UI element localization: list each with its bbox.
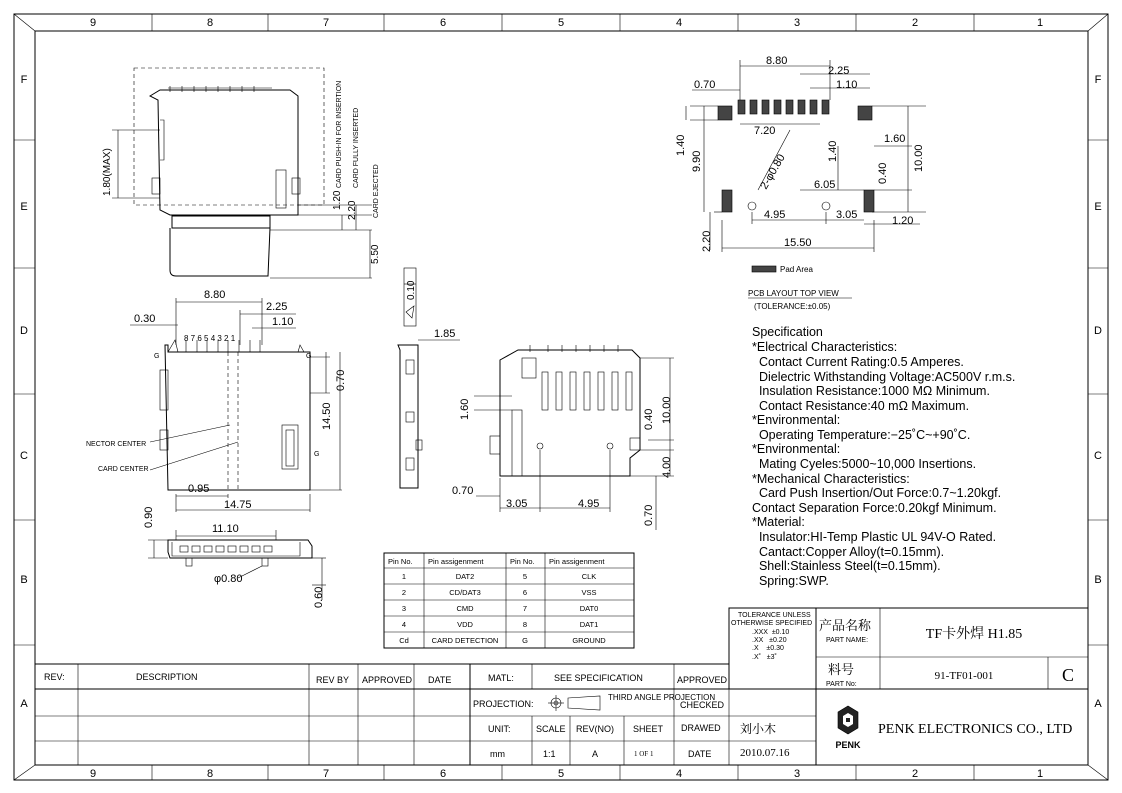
dim-label: 2.20 xyxy=(347,200,358,220)
rev-by-label: REV BY xyxy=(316,675,350,685)
bottom-view xyxy=(452,345,674,530)
spec-line: Insulation Resistance:1000 MΩ Minimum. xyxy=(752,384,990,398)
table-cell: CD/DAT3 xyxy=(449,588,481,597)
dim-label: 1.40 xyxy=(827,140,839,162)
dim-label: 1.20 xyxy=(892,215,914,227)
table-cell: DAT0 xyxy=(579,604,599,613)
col-label-top: 9 xyxy=(89,17,97,29)
col-label-top: 2 xyxy=(911,17,919,29)
part-name-value: TF卡外焊 H1.85 xyxy=(925,627,1023,642)
approved-label: APPROVED xyxy=(362,675,413,685)
table-cell: 5 xyxy=(522,572,528,581)
logo-text: PENK xyxy=(835,740,861,750)
dim-label: 6.05 xyxy=(814,179,836,191)
table-cell: 7 xyxy=(522,604,528,613)
table-cell: 6 xyxy=(522,588,528,597)
spec-line: Shell:Stainless Steel(t=0.15mm). xyxy=(752,559,941,573)
col-label-top: 3 xyxy=(793,17,801,29)
row-label-right: A xyxy=(1094,698,1102,710)
dim-label: 8.80 xyxy=(204,289,226,301)
table-cell: DAT2 xyxy=(455,572,475,581)
table-cell: 2 xyxy=(401,588,407,597)
dim-label: 0.30 xyxy=(134,313,156,325)
rev-label: REV: xyxy=(44,672,65,682)
tolerance-line: .X˚ ±3˚ xyxy=(752,654,777,661)
dim-label: 0.40 xyxy=(877,162,889,184)
dim-label: 14.75 xyxy=(224,499,252,511)
dim-label: 0.10 xyxy=(406,280,417,300)
ground-label: G xyxy=(314,451,320,458)
profile-view xyxy=(398,268,460,488)
table-cell: 8 xyxy=(522,620,528,629)
col-label-bottom: 3 xyxy=(793,768,801,780)
row-label-left: A xyxy=(20,698,28,710)
col-label-bottom: 7 xyxy=(322,768,330,780)
dim-label: 4.95 xyxy=(578,498,600,510)
spec-line: Contact Separation Force:0.20kgf Minimum. xyxy=(752,501,997,515)
table-cell: VSS xyxy=(581,588,597,597)
dim-label: 0.70 xyxy=(643,504,655,526)
top-view xyxy=(86,289,347,512)
dim-label: 2.25 xyxy=(266,301,288,313)
tolerance-line: .XXX ±0.10 xyxy=(752,629,790,636)
col-label-top: 6 xyxy=(439,17,447,29)
col-label-bottom: 4 xyxy=(675,768,683,780)
dim-label: 10.00 xyxy=(913,144,925,172)
dim-label: 2-φ0.80 xyxy=(758,152,788,192)
specification xyxy=(752,325,1015,588)
col-label-bottom: 5 xyxy=(557,768,565,780)
side-view xyxy=(102,68,381,278)
unit-label: UNIT: xyxy=(488,724,511,734)
row-label-right: F xyxy=(1094,74,1102,86)
ground-label: G xyxy=(154,353,160,360)
scale-label: SCALE xyxy=(536,724,566,734)
dim-label: 4.00 xyxy=(661,456,673,478)
tolerance-line: .XX ±0.20 xyxy=(752,637,787,644)
penk-logo-icon xyxy=(838,706,858,734)
approved-label-2: APPROVED xyxy=(677,675,728,685)
part-name-en: PART NAME: xyxy=(826,637,869,644)
dim-label: 10.00 xyxy=(661,396,673,424)
revno-value: A xyxy=(592,749,599,759)
matl-label: MATL: xyxy=(488,673,514,683)
table-cell: 1 xyxy=(401,572,407,581)
drawer-name: 刘小木 xyxy=(740,722,777,736)
dim-label: 14.50 xyxy=(321,402,333,430)
spec-line: Operating Temperature:−25˚C~+90˚C. xyxy=(752,428,971,442)
dim-label: 15.50 xyxy=(784,237,812,249)
dim-label: 0.70 xyxy=(335,369,347,391)
sheet-label: SHEET xyxy=(633,724,664,734)
pin-table xyxy=(384,553,634,648)
spec-line: Card Push Insertion/Out Force:0.7~1.20kgf. xyxy=(752,486,1002,500)
spec-line: *Environmental: xyxy=(752,442,841,456)
part-no-value: 91-TF01-001 xyxy=(934,670,994,682)
dim-label: 9.90 xyxy=(691,150,703,172)
table-cell: CARD DETECTION xyxy=(431,636,499,645)
dim-label: 0.40 xyxy=(643,408,655,430)
spec-line: *Electrical Characteristics: xyxy=(752,340,898,354)
row-label-left: F xyxy=(20,74,28,86)
pcb-pads xyxy=(718,100,874,212)
row-label-right: E xyxy=(1094,201,1102,213)
spec-line: Cantact:Copper Alloy(t=0.15mm). xyxy=(752,545,945,559)
tolerance-line: .X ±0.30 xyxy=(752,645,784,652)
table-cell: 4 xyxy=(401,620,407,629)
dim-label: 1.20 xyxy=(332,190,343,210)
row-label-right: D xyxy=(1094,325,1102,337)
col-label-bottom: 2 xyxy=(911,768,919,780)
sheet-value: 1 OF 1 xyxy=(634,750,654,758)
tolerance-line: TOLERANCE UNLESS xyxy=(738,612,811,619)
table-cell: G xyxy=(522,636,528,645)
table-cell: 3 xyxy=(401,604,407,613)
annotation: CARD FULLY INSERTED xyxy=(353,107,360,188)
table-header: Pin No. xyxy=(388,557,413,566)
projection-value: THIRD ANGLE PROJECTION xyxy=(608,693,716,702)
spec-line: Specification xyxy=(752,325,823,339)
tolerance-line: OTHERWISE SPECIFIED xyxy=(731,620,813,627)
spec-line: Contact Current Rating:0.5 Amperes. xyxy=(752,355,964,369)
part-no-cn: 料号 xyxy=(828,662,855,677)
inner-frame xyxy=(35,31,1088,765)
table-cell: VDD xyxy=(457,620,473,629)
table-cell: DAT1 xyxy=(579,620,599,629)
dim-label: 1.60 xyxy=(884,133,906,145)
dim-label: 2.20 xyxy=(701,230,713,252)
part-name-cn: 产品名称 xyxy=(819,618,872,633)
table-header: Pin assigenment xyxy=(549,557,605,566)
dim-label: 1.80(MAX) xyxy=(102,148,113,196)
checked-label: CHECKED xyxy=(680,700,725,710)
front-view xyxy=(143,507,326,608)
row-label-left: B xyxy=(20,574,28,586)
annotation: CARD EJECTED xyxy=(373,164,380,218)
col-label-top: 1 xyxy=(1036,17,1044,29)
title-block xyxy=(35,608,1088,765)
legend-label: Pad Area xyxy=(780,265,813,274)
spec-line: Contact Resistance:40 mΩ Maximum. xyxy=(752,399,970,413)
dim-label: 0.70 xyxy=(694,79,716,91)
col-label-bottom: 1 xyxy=(1036,768,1044,780)
dim-label: 0.70 xyxy=(452,485,474,497)
pcb-layout xyxy=(675,55,926,311)
spec-line: *Material: xyxy=(752,515,805,529)
table-header: Pin No. xyxy=(510,557,535,566)
dim-label: 0.95 xyxy=(188,483,210,495)
annotation: CARD PUSH-IN FOR INSERTION xyxy=(336,80,343,188)
col-label-bottom: 6 xyxy=(439,768,447,780)
spec-line: Dielectric Withstanding Voltage:AC500V r.m.s. xyxy=(752,370,1016,384)
table-cell: Cd xyxy=(399,636,409,645)
revno-label: REV(NO) xyxy=(576,724,614,734)
pad-area-swatch xyxy=(752,266,776,272)
dim-label: 1.10 xyxy=(272,316,294,328)
drawed-label: DRAWED xyxy=(681,723,721,733)
table-cell: CLK xyxy=(581,572,597,581)
dim-label: 1.85 xyxy=(434,328,456,340)
dim-label: 0.90 xyxy=(143,506,155,528)
row-label-right: B xyxy=(1094,574,1102,586)
unit-value: mm xyxy=(490,749,505,759)
row-label-right: C xyxy=(1094,450,1102,462)
dim-label: 1.10 xyxy=(836,79,858,91)
company-name: PENK ELECTRONICS CO., LTD xyxy=(878,722,1073,737)
dim-label: 7.20 xyxy=(754,125,776,137)
col-label-top: 4 xyxy=(675,17,683,29)
pin-numbers: 8 7 6 5 4 3 2 1 xyxy=(184,334,236,343)
description-label: DESCRIPTION xyxy=(136,672,198,682)
dim-label: 3.05 xyxy=(836,209,858,221)
dim-label: φ0.80 xyxy=(214,573,243,585)
col-label-top: 7 xyxy=(322,17,330,29)
projection-symbol xyxy=(548,695,600,711)
spec-line: Mating Cyeles:5000~10,000 Insertions. xyxy=(752,457,977,471)
matl-value: SEE SPECIFICATION xyxy=(554,673,643,683)
annotation: CARD CENTER xyxy=(98,466,149,473)
date-label-2: DATE xyxy=(688,749,712,759)
col-label-bottom: 8 xyxy=(206,768,214,780)
table-header: Pin assigenment xyxy=(428,557,484,566)
dim-label: 4.95 xyxy=(764,209,786,221)
annotation: NECTOR CENTER xyxy=(86,441,147,448)
projection-label: PROJECTION: xyxy=(473,699,534,709)
table-cell: GROUND xyxy=(572,636,606,645)
col-label-bottom: 9 xyxy=(89,768,97,780)
part-no-en: PART No: xyxy=(826,681,857,688)
row-label-left: E xyxy=(20,201,28,213)
dim-label: 11.10 xyxy=(212,523,239,535)
dim-label: 3.05 xyxy=(506,498,528,510)
revision-letter: C xyxy=(1061,665,1075,685)
spec-line: *Mechanical Characteristics: xyxy=(752,472,910,486)
dim-label: 2.25 xyxy=(828,65,850,77)
spec-line: Spring:SWP. xyxy=(752,574,829,588)
dim-label: 1.40 xyxy=(675,134,687,156)
scale-value: 1:1 xyxy=(543,749,556,759)
dim-label: 1.60 xyxy=(459,398,471,420)
spec-line: Insulator:HI-Temp Plastic UL 94V-O Rated. xyxy=(752,530,997,544)
dim-label: 0.60 xyxy=(313,586,325,608)
pcb-tolerance: (TOLERANCE:±0.05) xyxy=(754,302,831,311)
col-label-top: 8 xyxy=(206,17,214,29)
dim-label: 8.80 xyxy=(766,55,788,67)
date-label: DATE xyxy=(428,675,452,685)
pcb-title: PCB LAYOUT TOP VIEW xyxy=(748,289,839,298)
spec-line: *Environmental: xyxy=(752,413,841,427)
date-value: 2010.07.16 xyxy=(740,747,790,759)
col-label-top: 5 xyxy=(557,17,565,29)
dim-label: 5.50 xyxy=(370,244,381,264)
ground-label: G xyxy=(306,353,312,360)
row-label-left: D xyxy=(20,325,28,337)
row-label-left: C xyxy=(20,450,28,462)
table-cell: CMD xyxy=(456,604,474,613)
